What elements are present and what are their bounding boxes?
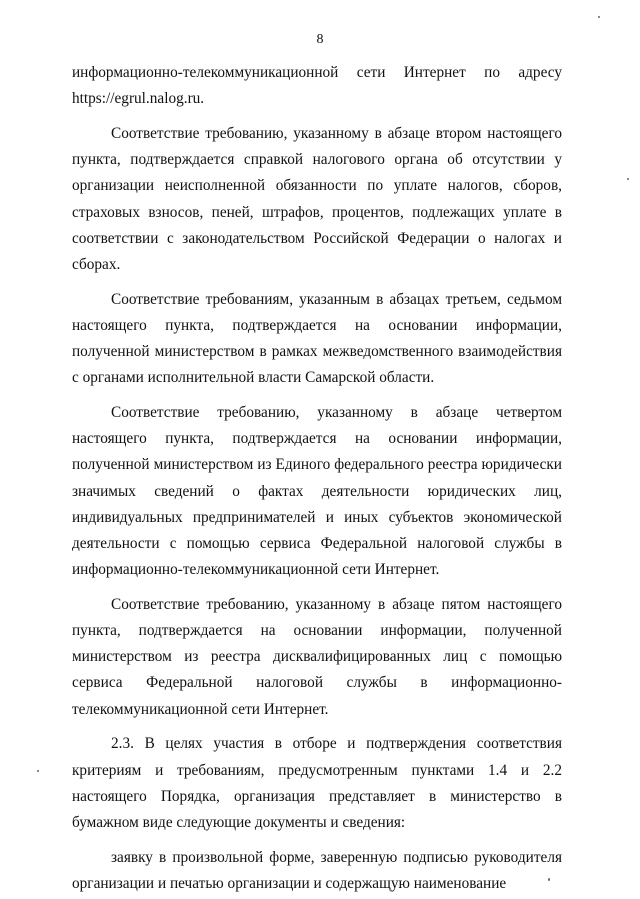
paragraph-tax-certificate: Соответствие требованию, указанному в абзаце втором настоящего пункта, подтверждается справкой налогового органа об отсутствии у организации неисполненной обязанности по уплате налогов, сборов, страховых взносов, пеней, штрафов, процентов, подлежащих уплате в соответствии с законодательством Российской Федерации о налогах и сборах. <box>72 124 562 273</box>
scan-speck <box>37 770 39 772</box>
text-line: https://egrul.nalog.ru. <box>72 90 205 108</box>
paragraph-section-2-3: 2.3. В целях участия в отборе и подтверждения соответствия критериям и требованиям, предусмотренным пунктами 1.4 и 2.2 настоящего Порядка, организация представляет в министерство в бумажном виде следующие документы и сведения: <box>72 735 562 831</box>
paragraph-application: заявку в произвольной форме, заверенную подписью руководителя организации и печатью организации и содержащую наименование <box>72 848 562 892</box>
scan-speck <box>627 178 629 180</box>
page-number: 8 <box>316 32 324 47</box>
scan-speck <box>548 878 550 881</box>
scan-speck <box>598 16 600 18</box>
paragraph-continuation <box>72 60 562 112</box>
paragraph-disqualified-registry: Соответствие требованию, указанному в абзаце пятом настоящего пункта, подтверждается на основании информации, полученной министерством из реестра дисквалифицированных лиц с помощью сервиса Федеральной налоговой службы в информационно-телекоммуникационной сети Интернет. <box>72 595 562 718</box>
document-body <box>72 60 562 897</box>
paragraph-legal-registry: Соответствие требованию, указанному в абзаце четвертом настоящего пункта, подтверждается на основании информации, полученной министерством из Единого федерального реестра юридически значимых сведений о фактах деятельности юридических лиц, индивидуальных предпринимателей и иных субъектов экономической деятельности с помощью сервиса Федеральной налоговой службы в информационно-телекоммуникационной сети Интернет. <box>72 403 562 579</box>
text-line: информационно-телекоммуникационной сети Интернет по адресу <box>72 64 562 81</box>
paragraph-interagency-info: Соответствие требованиям, указанным в абзацах третьем, седьмом настоящего пункта, подтверждается на основании информации, полученной министерством в рамках межведомственного взаимодействия с органами исполнительной власти Самарской области. <box>72 290 562 387</box>
